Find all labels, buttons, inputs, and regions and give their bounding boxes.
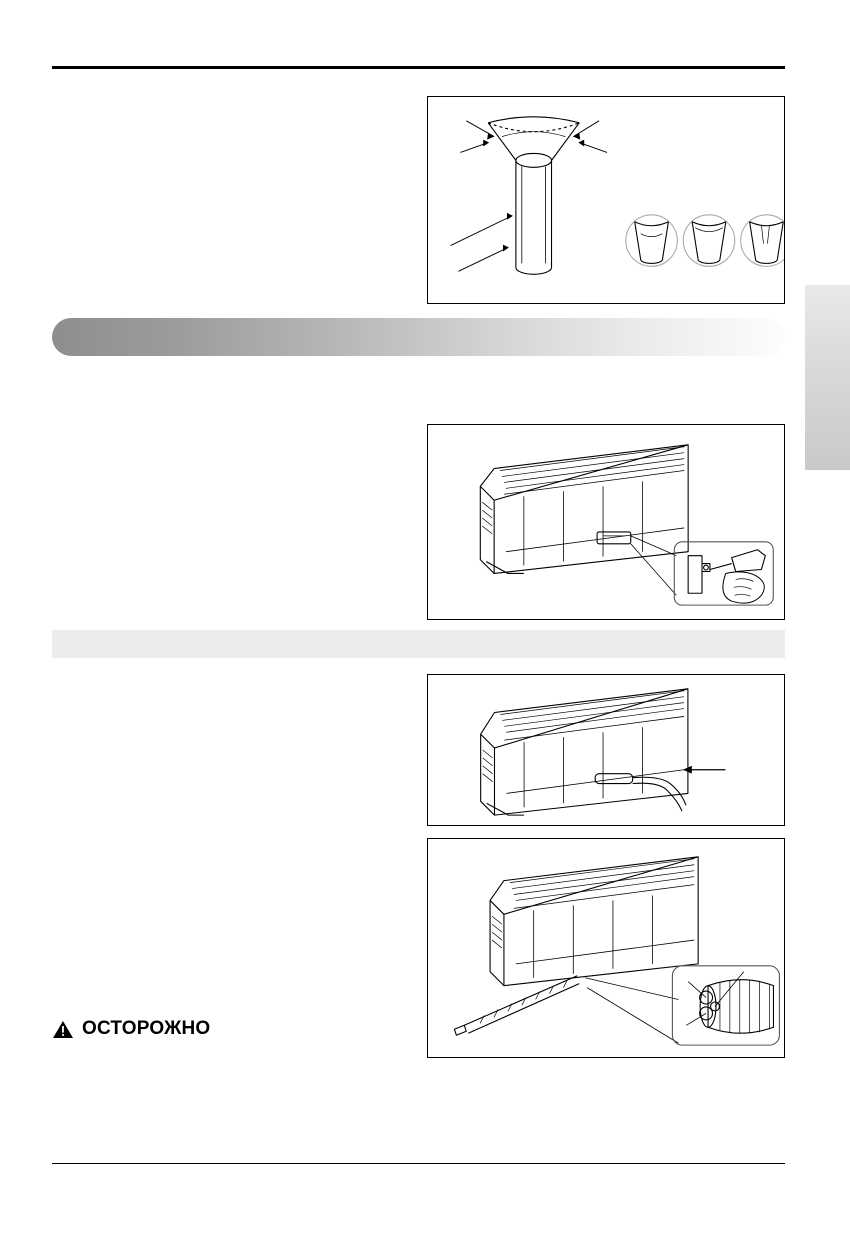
indoor-unit-bracket-screw-diagram [427, 424, 785, 620]
header-rule [52, 66, 785, 69]
sub-section-banner [52, 630, 785, 658]
flare-cut-diagram [427, 96, 785, 304]
indoor-unit-pipe-connection-diagram [427, 838, 785, 1058]
caution-block [52, 1018, 210, 1040]
footer-rule [52, 1163, 785, 1164]
warning-triangle-icon [52, 1020, 74, 1039]
indoor-unit-pipe-routing-diagram [427, 674, 785, 826]
caution-label: ОСТОРОЖНО [82, 1018, 211, 1039]
side-chapter-tab [805, 285, 850, 470]
section-banner [52, 318, 785, 356]
